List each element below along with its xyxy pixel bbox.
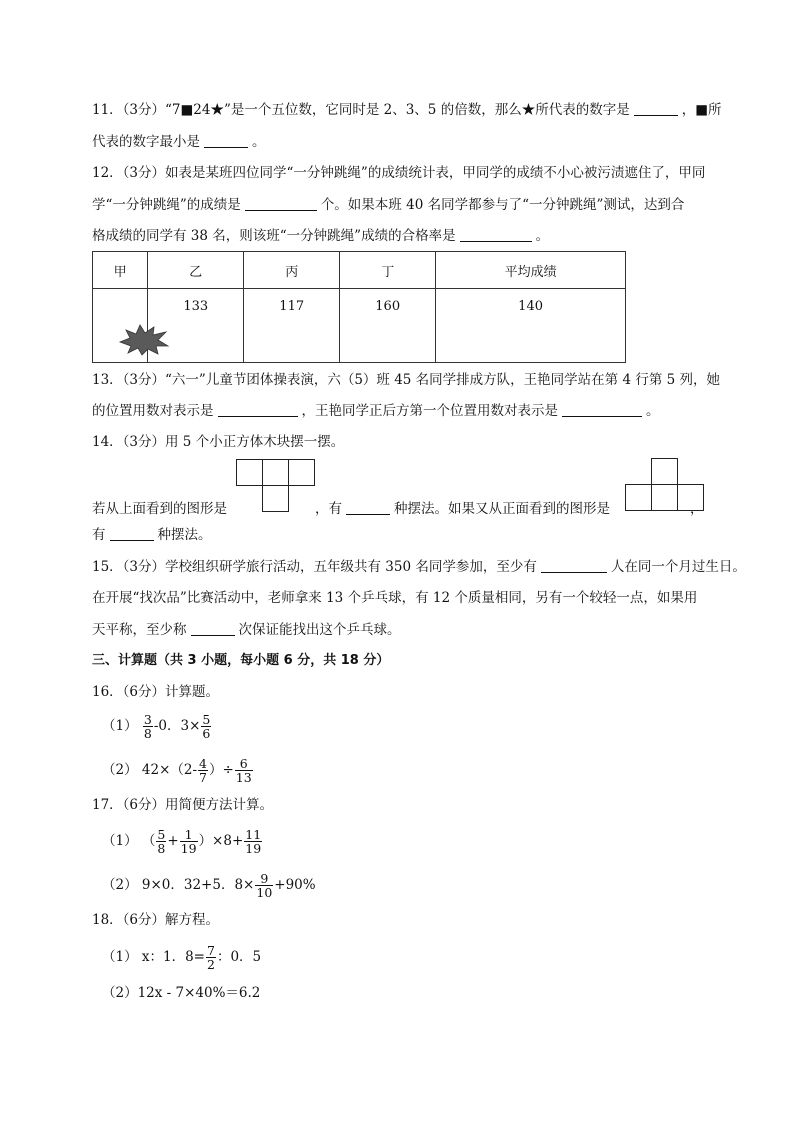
q14-line2: 若从上面看到的图形是 ，有 种摆法。如果又从正面看到的图形是 ， <box>92 501 704 517</box>
value-average: 140 <box>436 289 626 363</box>
q11-blank-1[interactable] <box>634 101 678 116</box>
value-ding: 160 <box>340 289 436 363</box>
header-ding: 丁 <box>340 252 436 289</box>
top-view-cell <box>262 459 289 486</box>
q14-line1: 14．（3分）用 5 个小正方体木块摆一摆。 <box>92 434 345 450</box>
q16-part2: （2） 42×（2- $\frac{4}{7}$ ）÷ $\frac{6}{13}$ <box>102 756 252 785</box>
top-view-cell <box>288 459 315 486</box>
fraction: $\frac{7}{2}$ <box>207 943 215 972</box>
fraction: $\frac{9}{10}$ <box>256 871 273 900</box>
q11-blank-2[interactable] <box>204 133 248 148</box>
q15-line1: 15．（3分）学校组织研学旅行活动，五年级共有 350 名同学参加，至少有 人在同一个月过生日。 <box>92 559 746 575</box>
value-bing: 117 <box>244 289 340 363</box>
q18-title: 18．（6分）解方程。 <box>92 912 220 928</box>
q16-title: 16．（6分）计算题。 <box>92 684 220 700</box>
fraction: $\frac{11}{19}$ <box>245 827 262 856</box>
q18-part1: （1） x：1．8= $\frac{7}{2}$ ：0．5 <box>102 943 262 972</box>
ink-stain-icon <box>118 322 170 356</box>
q18-part2: （2）12x - 7×40%＝6.2 <box>102 985 261 1001</box>
q13-line2: 的位置用数对表示是 ，王艳同学正后方第一个位置用数对表示是 。 <box>92 403 660 419</box>
header-bing: 丙 <box>244 252 340 289</box>
value-yi: 133 <box>148 289 244 363</box>
q17-part2: （2） 9×0．32+5．8× $\frac{9}{10}$ +90% <box>102 871 316 900</box>
q13-blank-2[interactable] <box>562 402 642 417</box>
score-table-value-row <box>93 289 626 363</box>
score-table-header-row <box>93 252 626 289</box>
q14-blank-2[interactable] <box>110 526 154 541</box>
section-3-title: 三、计算题（共 3 小题，每小题 6 分，共 18 分） <box>92 653 390 668</box>
q13-line1: 13．（3分）“六一”儿童节团体操表演，六（5）班 45 名同学排成方队，王艳同学站在第 4 行第 5 列，她 <box>92 372 721 388</box>
fraction: $\frac{5}{8}$ <box>157 827 166 856</box>
q13-blank-1[interactable] <box>218 402 298 417</box>
q14-line3: 有 种摆法。 <box>92 527 212 543</box>
q12-line3: 格成绩的同学有 38 名，则该班“一分钟跳绳”成绩的合格率是 。 <box>92 228 550 244</box>
q12-blank-1[interactable] <box>245 196 317 211</box>
fraction: $\frac{1}{19}$ <box>180 827 197 856</box>
q14-blank-1[interactable] <box>346 500 390 515</box>
q12-blank-2[interactable] <box>460 227 532 242</box>
header-jia: 甲 <box>93 252 148 289</box>
q11-line1: 11．（3分）“7■24★”是一个五位数，它同时是 2、3、5 的倍数，那么★所代表的数字是 ，■所 <box>92 102 722 118</box>
fraction: $\frac{5}{6}$ <box>202 712 211 741</box>
fraction: $\frac{4}{7}$ <box>199 756 207 785</box>
q15-blank-1[interactable] <box>541 558 607 573</box>
header-average: 平均成绩 <box>436 252 626 289</box>
q11-line2: 代表的数字最小是 。 <box>92 134 266 150</box>
fraction: $\frac{6}{13}$ <box>235 756 252 785</box>
fraction: $\frac{3}{8}$ <box>143 712 152 741</box>
q12-line1: 12．（3分）如表是某班四位同学“一分钟跳绳”的成绩统计表，甲同学的成绩不小心被污渍遮住了，甲同 <box>92 165 706 181</box>
front-view-cell <box>651 458 678 485</box>
q15-blank-2[interactable] <box>191 621 235 636</box>
q17-title: 17．（6分）用简便方法计算。 <box>92 797 274 813</box>
q17-part1: （1） （ $\frac{5}{8}$ + $\frac{1}{19}$ ）×8+ $\frac{11}{19}$ <box>102 827 262 856</box>
q16-part1: （1） $\frac{3}{8}$ -0．3× $\frac{5}{6}$ <box>102 712 211 741</box>
header-yi: 乙 <box>148 252 244 289</box>
q15-line3: 天平称，至少称 次保证能找出这个乒乓球。 <box>92 622 401 638</box>
q15-line2: 在开展“找次品”比赛活动中，老师拿来 13 个乒乓球，有 12 个质量相同，另有一个较轻一点，如果用 <box>92 590 698 606</box>
q12-line2: 学“一分钟跳绳”的成绩是 个。如果本班 40 名同学都参与了“一分钟跳绳”测试，达到合 <box>92 197 685 213</box>
top-view-cell <box>236 459 263 486</box>
score-table <box>92 251 626 363</box>
